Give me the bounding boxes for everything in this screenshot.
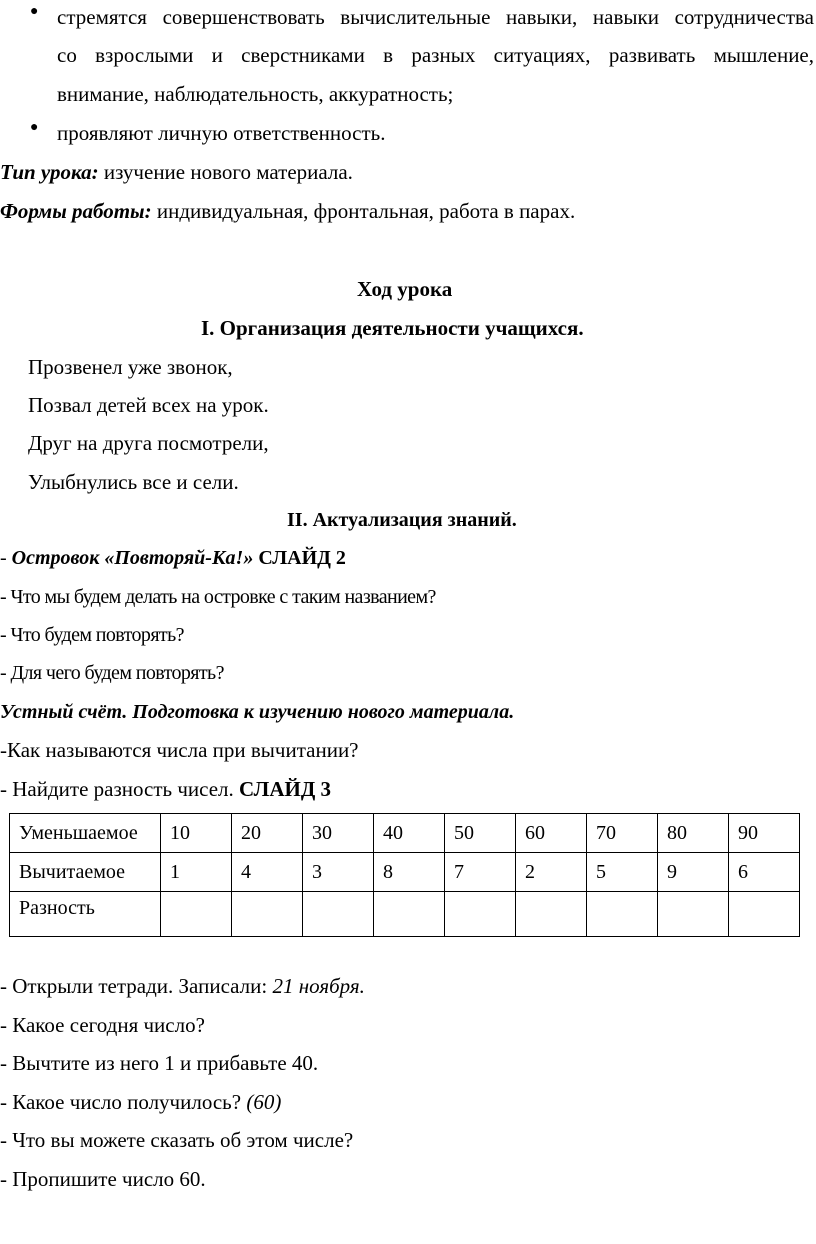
question-compute: - Вычтите из него 1 и прибавьте 40. — [0, 1051, 319, 1075]
table-cell: 1 — [161, 853, 232, 892]
poem-line-1: Прозвенел уже звонок, — [28, 355, 233, 379]
subtraction-question: -Как называются числа при вычитании? — [0, 738, 359, 762]
goal-item-1-line-3: внимание, наблюдательность, аккуратность; — [57, 82, 454, 106]
table-cell: 50 — [445, 814, 516, 853]
table-cell: 60 — [516, 814, 587, 853]
section-2-title: II. Актуализация знаний. — [287, 509, 517, 531]
table-cell: 2 — [516, 853, 587, 892]
goal-item-1-line-1: стремятся совершенствовать вычислительные навыки, навыки сотрудничества — [57, 5, 814, 29]
table-cell — [374, 892, 445, 937]
table-row-difference — [10, 892, 800, 937]
table-cell: 30 — [303, 814, 374, 853]
table-row-minuend — [10, 814, 800, 853]
table-cell: 7 — [445, 853, 516, 892]
work-forms — [0, 198, 575, 224]
row-label: Вычитаемое — [10, 853, 161, 892]
row-label: Уменьшаемое — [10, 814, 161, 853]
table-cell: 4 — [232, 853, 303, 892]
notebook-line — [0, 973, 365, 999]
table-cell: 3 — [303, 853, 374, 892]
slide-3-label: СЛАЙД 3 — [239, 777, 332, 801]
lesson-type-value: изучение нового материала. — [98, 160, 353, 184]
table-row-subtrahend — [10, 853, 800, 892]
island-line — [0, 545, 346, 571]
question-result-text: - Какое число получилось? — [0, 1090, 247, 1114]
question-write: - Пропишите число 60. — [0, 1167, 206, 1191]
notebook-date: 21 ноября. — [272, 974, 365, 998]
poem-line-2: Позвал детей всех на урок. — [28, 393, 269, 417]
table-cell — [161, 892, 232, 937]
table-cell — [587, 892, 658, 937]
lesson-type-label: Тип урока: — [0, 160, 99, 184]
table-cell — [303, 892, 374, 937]
table-cell — [232, 892, 303, 937]
question-1: - Что мы будем делать на островке с таким названием? — [0, 586, 436, 608]
goal-item-1-line-2: со взрослыми и сверстниками в разных ситуациях, развивать мышление, — [57, 43, 814, 67]
goal-item-2-text: проявляют личную ответственность. — [57, 121, 386, 145]
lesson-type — [0, 159, 353, 185]
row-label: Разность — [10, 892, 161, 937]
table-cell: 40 — [374, 814, 445, 853]
table-cell — [445, 892, 516, 937]
poem-line-3: Друг на друга посмотрели, — [28, 431, 269, 455]
subtraction-table — [9, 813, 800, 937]
section-1-title: I. Организация деятельности учащихся. — [201, 316, 584, 340]
table-cell: 9 — [658, 853, 729, 892]
work-forms-label: Формы работы: — [0, 199, 152, 223]
island-name: Островок «Повторяй-Ка!» — [11, 547, 254, 569]
table-cell: 20 — [232, 814, 303, 853]
course-title: Ход урока — [357, 277, 453, 301]
table-cell: 5 — [587, 853, 658, 892]
table-cell: 10 — [161, 814, 232, 853]
table-cell — [516, 892, 587, 937]
table-cell: 90 — [729, 814, 800, 853]
table-cell — [729, 892, 800, 937]
question-today: - Какое сегодня число? — [0, 1013, 205, 1037]
find-difference — [0, 776, 331, 802]
poem-line-4: Улыбнулись все и сели. — [28, 470, 239, 494]
notebook-text: - Открыли тетради. Записали: — [0, 974, 273, 998]
bullet-icon: ● — [30, 120, 39, 135]
table-cell: 6 — [729, 853, 800, 892]
table-cell: 80 — [658, 814, 729, 853]
island-prefix: - — [0, 547, 12, 569]
table-cell — [658, 892, 729, 937]
question-result-answer: (60) — [246, 1090, 282, 1114]
find-difference-text: - Найдите разность чисел. — [0, 777, 240, 801]
oral-heading: Устный счёт. Подготовка к изучению нового материала. — [0, 701, 515, 723]
question-3: - Для чего будем повторять? — [0, 662, 224, 684]
question-about: - Что вы можете сказать об этом числе? — [0, 1128, 354, 1152]
work-forms-value: индивидуальная, фронтальная, работа в парах. — [151, 199, 576, 223]
table-cell: 8 — [374, 853, 445, 892]
table-cell: 70 — [587, 814, 658, 853]
bullet-icon: ● — [30, 4, 39, 19]
question-result — [0, 1089, 281, 1115]
question-2: - Что будем повторять? — [0, 624, 184, 646]
island-slide: СЛАЙД 2 — [253, 547, 346, 569]
